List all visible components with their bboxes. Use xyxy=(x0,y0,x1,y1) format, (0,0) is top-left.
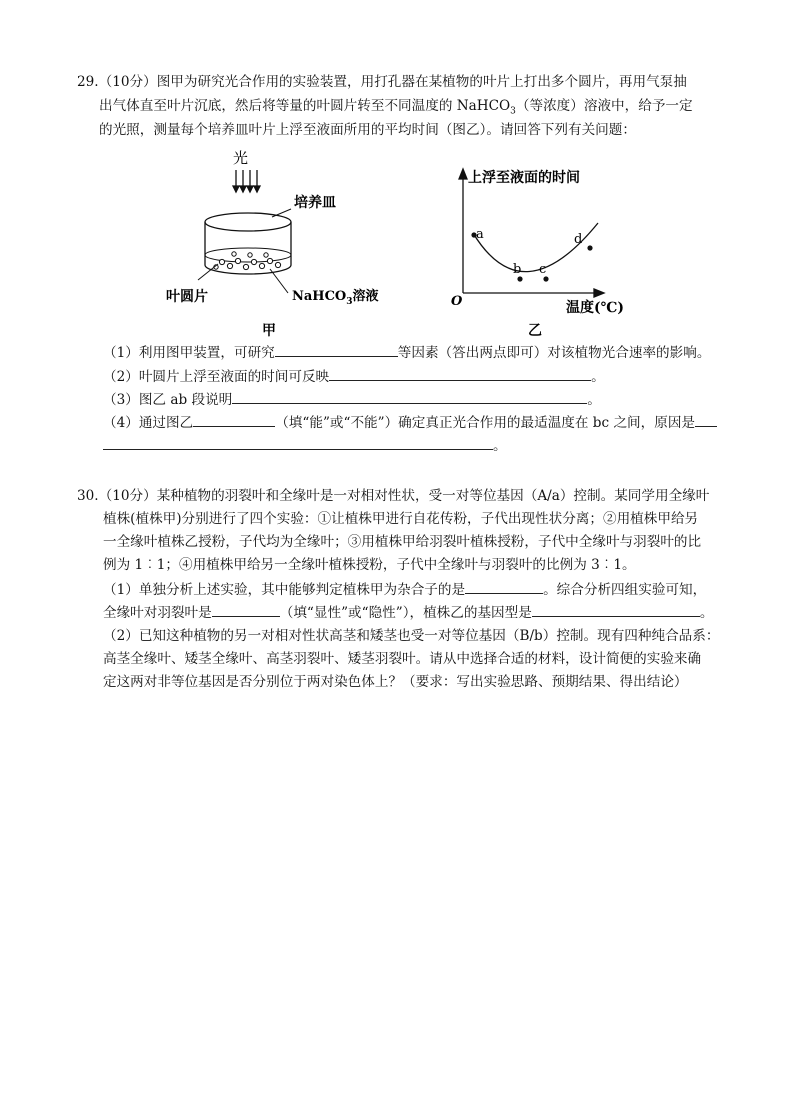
q29-line-2 xyxy=(99,96,693,122)
leaf-discs-icon xyxy=(214,252,281,270)
leaf-disc-label: 叶圆片 xyxy=(166,289,208,305)
q29-sub4-text-2: （填“能”或“不能”）确定真正光合作用的最适温度在 bc 之间，原因是 xyxy=(275,415,696,431)
q30-line-3: 一全缘叶植株乙授粉，子代均为全缘叶；③用植株甲给羽裂叶植株授粉，子代中全缘叶与羽裂叶的比 xyxy=(103,534,702,550)
q29-sub4-text: （4）通过图乙 xyxy=(103,415,194,431)
q29-sub3-blank[interactable] xyxy=(232,389,587,404)
q29-sub1-text-2: 等因素（答出两点即可）对该植物光合速率的影响。 xyxy=(397,345,711,361)
q29-sub4-blank-2[interactable] xyxy=(695,412,717,427)
label-b: b xyxy=(513,262,522,277)
origin-label: O xyxy=(451,294,463,309)
q30-sub1-text: （1）单独分析上述实验，其中能够判定植株甲为杂合子的是 xyxy=(103,582,466,598)
q29-line-1: 29.（10分）图甲为研究光合作用的实验装置，用打孔器在某植物的叶片上打出多个圆片，再用气泵抽 xyxy=(77,74,687,90)
q30-sub1 xyxy=(103,579,706,600)
q30-sub1-text-4: （填“显性”或“隐性”），植株乙的基因型是 xyxy=(279,605,532,621)
q29-sub2-blank[interactable] xyxy=(329,366,591,381)
q30-line-1: 30.（10分）某种植物的羽裂叶和全缘叶是一对相对性状，受一对等位基因（A/a）控制。某同学用全缘叶 xyxy=(77,488,710,504)
q29-sub2-text: （2）叶圆片上浮至液面的时间可反映 xyxy=(103,369,330,385)
q29-sub2-end: 。 xyxy=(591,369,605,385)
y-axis-arrow-icon xyxy=(459,169,467,179)
q29-sub3 xyxy=(103,389,601,410)
q29-line-3: 的光照，测量每个培养皿叶片上浮至液面所用的平均时间（图乙）。请回答下列有关问题： xyxy=(99,122,636,138)
q30-line-4: 例为 1︰1；④用植株甲给另一全缘叶植株授粉，子代中全缘叶与羽裂叶的比例为 3︰1。 xyxy=(103,557,636,573)
time-curve xyxy=(473,223,598,272)
figure-yi-caption: 乙 xyxy=(528,323,542,339)
figure-jia xyxy=(160,145,420,340)
figure-yi xyxy=(448,160,648,340)
q30-sub1-blank-1[interactable] xyxy=(465,579,543,594)
q29-sub4-blank-1[interactable] xyxy=(193,412,275,427)
q30-sub2-line-3: 定这两对非等位基因是否分别位于两对染色体上？（要求：写出实验思路、预期结果、得出结论） xyxy=(103,674,688,690)
q29-line-2-rest: （等浓度）溶液中，给予一定 xyxy=(515,98,693,114)
label-a: a xyxy=(476,227,484,242)
dish-label: 培养皿 xyxy=(294,195,336,211)
light-arrows-icon xyxy=(233,170,260,192)
q29-line-2-sub: 3 xyxy=(510,106,516,117)
q30-sub1-cont xyxy=(103,602,713,623)
q30-sub1-blank-2[interactable] xyxy=(212,602,280,617)
q29-sub1-blank[interactable] xyxy=(275,342,398,357)
point-b xyxy=(517,276,522,281)
q29-sub4-cont xyxy=(103,435,507,456)
label-d: d xyxy=(574,232,583,247)
q30-line-2: 植株(植株甲)分别进行了四个实验：①让植株甲进行自花传粉，子代出现性状分离；②用植株甲给另 xyxy=(103,511,699,527)
q29-sub4 xyxy=(103,412,717,433)
q30-sub1-text-3: 全缘叶对羽裂叶是 xyxy=(103,605,212,621)
q30-sub1-end: 。 xyxy=(699,605,714,621)
x-axis-arrow-icon xyxy=(594,289,604,297)
light-label: 光 xyxy=(233,149,249,167)
y-axis-label: 上浮至液面的时间 xyxy=(468,170,580,186)
x-axis-label: 温度(℃) xyxy=(566,300,625,316)
q29-sub1-text: （1）利用图甲装置，可研究 xyxy=(103,345,275,361)
q30-sub1-blank-3[interactable] xyxy=(532,602,700,617)
solution-label: NaHCO$_3$溶液 xyxy=(292,289,379,307)
point-c xyxy=(543,276,548,281)
q29-sub4-blank-3[interactable] xyxy=(103,435,493,450)
q30-sub2-line-1: （2）已知这种植物的另一对相对性状高茎和矮茎也受一对等位基因（B/b）控制。现有四种纯合品系： xyxy=(103,628,720,644)
q29-sub3-end: 。 xyxy=(587,392,601,408)
figure-jia-caption: 甲 xyxy=(262,323,276,339)
q29-sub2 xyxy=(103,366,605,387)
q30-sub1-text-2: 。综合分析四组实验可知， xyxy=(543,582,707,598)
q30-sub2-line-2: 高茎全缘叶、矮茎全缘叶、高茎羽裂叶、矮茎羽裂叶。请从中选择合适的材料，设计简便的实验来确 xyxy=(103,651,702,667)
q29-sub1 xyxy=(103,342,710,363)
point-d xyxy=(587,245,592,250)
label-c: c xyxy=(539,262,547,277)
q29-sub3-text: （3）图乙 ab 段说明 xyxy=(103,392,233,408)
q29-line-2-text: 出气体直至叶片沉底，然后将等量的叶圆片转至不同温度的 NaHCO xyxy=(99,98,511,114)
q29-sub4-end: 。 xyxy=(493,438,507,454)
